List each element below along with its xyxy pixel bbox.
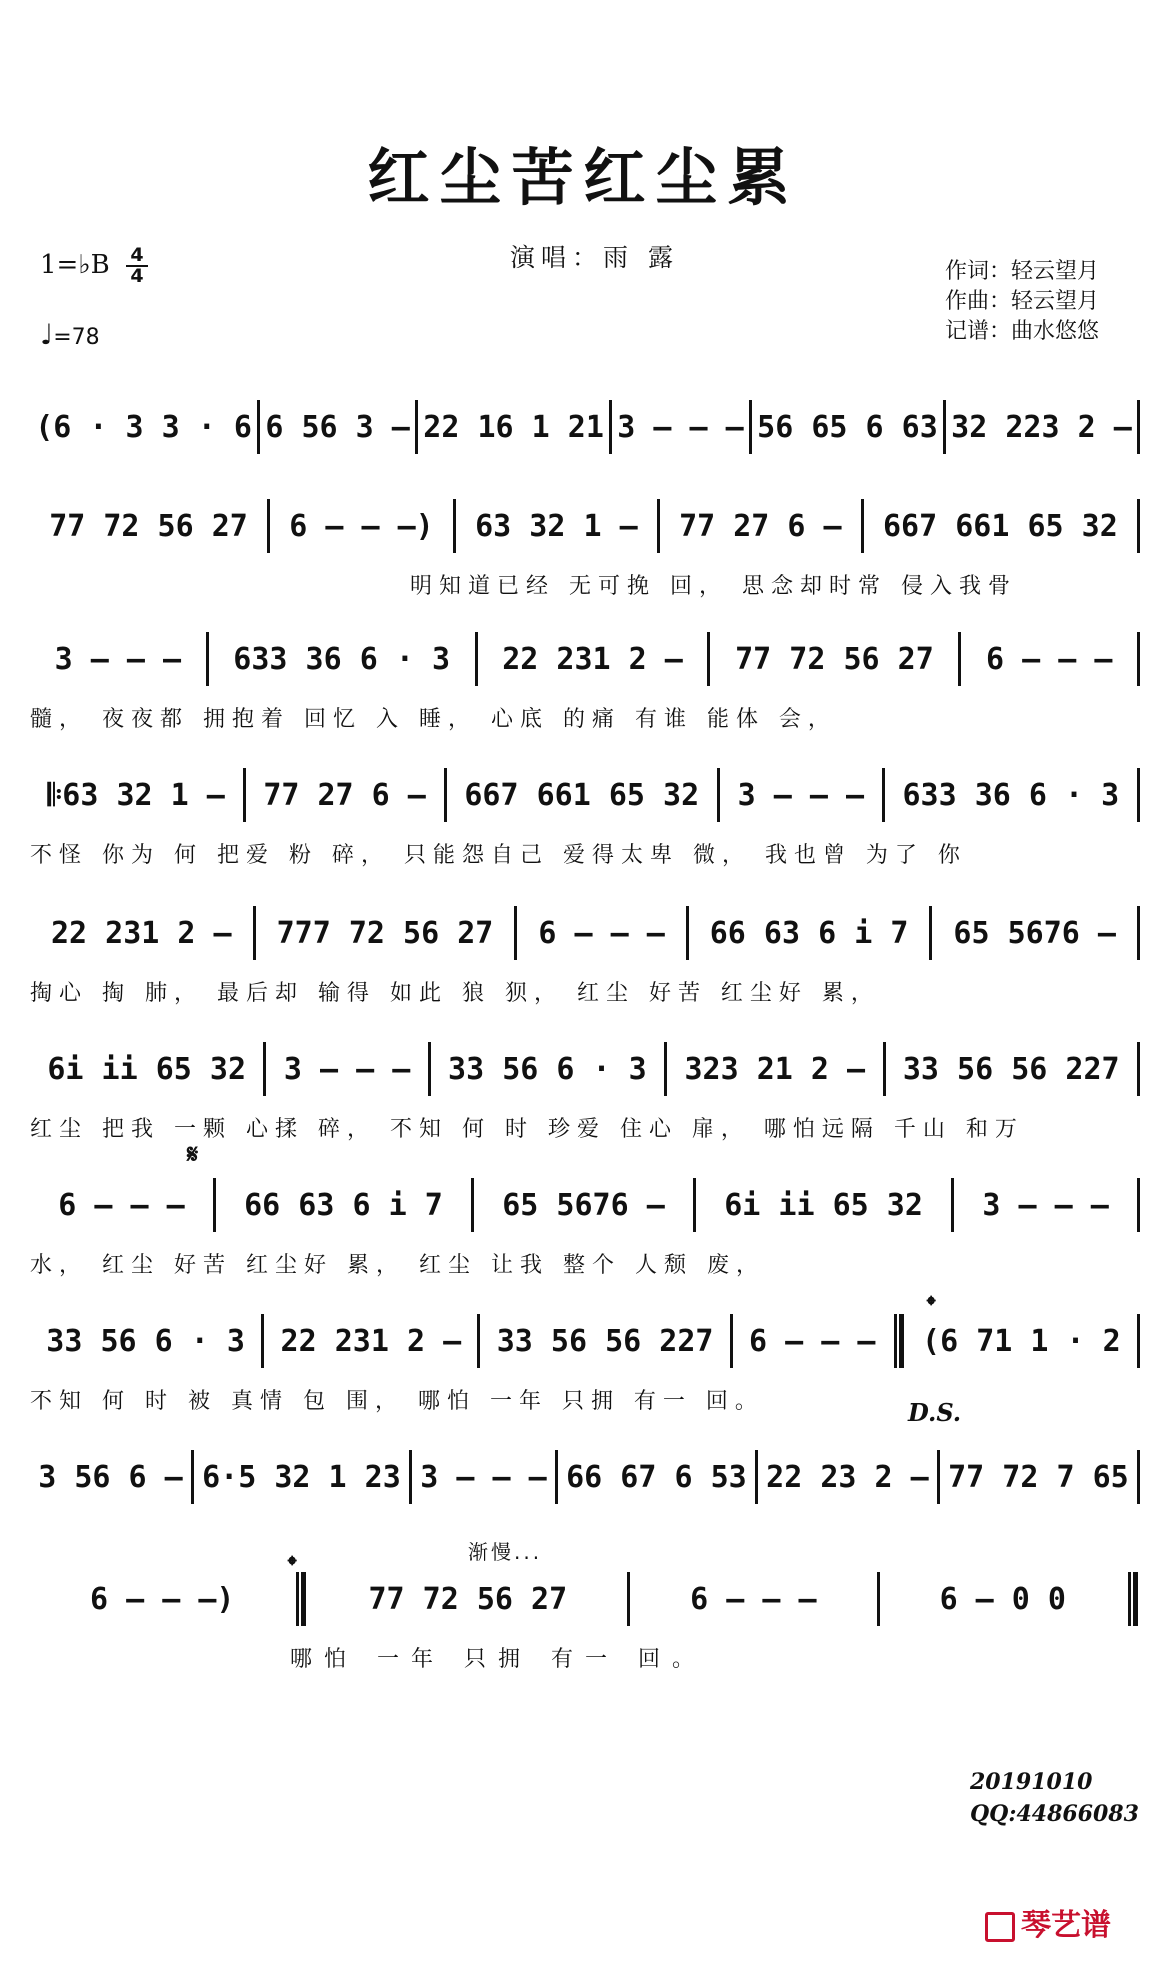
barline <box>1137 1314 1140 1368</box>
measure: 323 21 2 – <box>684 1051 866 1087</box>
score-title: 红尘苦红尘累 <box>367 141 800 214</box>
system-5-music <box>30 910 1140 956</box>
quarter-note-icon: ♩ <box>40 318 54 351</box>
system-10-music <box>30 1576 1140 1622</box>
measure: 633 36 6 · 3 <box>902 777 1120 813</box>
key-signature: 1=♭B <box>40 250 110 280</box>
footer-date: 20191010 <box>970 1769 1093 1795</box>
measure: 6 – – – <box>985 641 1113 677</box>
barline <box>1137 400 1140 454</box>
measure: 3 56 6 – <box>38 1459 183 1495</box>
tempo-marking <box>40 318 100 351</box>
lyric-line: 髓， 夜夜都 拥抱着 回忆 入 睡， 心底 的痛 有谁 能体 会， <box>30 707 837 732</box>
measure: 63 32 1 – <box>475 508 638 544</box>
time-signature <box>126 246 148 286</box>
measure: 3 – – – <box>982 1187 1109 1223</box>
measure: 6i ii 65 32 <box>724 1187 923 1223</box>
system-4 <box>0 772 1167 912</box>
measure: 32 223 2 – <box>951 409 1132 445</box>
lyric-line: 掏心 掏 肺， 最后却 输得 如此 狼 狈， 红尘 好苦 红尘好 累， <box>30 981 880 1006</box>
measure: 3 – – – <box>617 409 744 445</box>
barline <box>1137 906 1140 960</box>
measure: 667 661 65 32 <box>464 777 700 813</box>
measure: 3 – – – <box>420 1459 547 1495</box>
final-barline <box>1128 1572 1138 1626</box>
measure: 77 27 6 – <box>263 777 426 813</box>
system-3 <box>0 636 1167 776</box>
system-6 <box>0 1046 1167 1186</box>
logo-text: 琴艺谱 <box>1021 1908 1111 1943</box>
measure: 77 72 56 27 <box>368 1581 568 1617</box>
measure: 6 – 0 0 <box>939 1581 1066 1617</box>
measure: (6 71 1 · 2 <box>922 1323 1121 1359</box>
barline <box>1137 632 1140 686</box>
barline <box>1137 1450 1140 1504</box>
composer-credit: 作曲：轻云望月 <box>945 289 1100 314</box>
system-9 <box>0 1454 1167 1594</box>
coda-icon: 𝄌 <box>927 1290 936 1319</box>
tempo-value: =78 <box>53 325 100 350</box>
measure: 6i ii 65 32 <box>47 1051 247 1087</box>
measure: 22 231 2 – <box>50 915 232 951</box>
measure: 65 5676 – <box>953 915 1116 951</box>
measure: 3 – – – <box>737 777 865 813</box>
measure: 77 72 7 65 <box>948 1459 1129 1495</box>
measure: 6 – – –) <box>289 508 434 544</box>
measure: 22 16 1 21 <box>423 409 604 445</box>
barline <box>1137 499 1140 553</box>
system-1-music <box>30 404 1140 450</box>
time-signature-top: 4 <box>130 244 144 266</box>
system-3-music <box>30 636 1140 682</box>
lyric-line: 不怪 你为 何 把爱 粉 碎， 只能怨自己 爱得太卑 微， 我也曾 为了 你 <box>30 843 967 868</box>
system-7-music <box>30 1182 1140 1228</box>
double-barline <box>894 1314 904 1368</box>
measure: 777 72 56 27 <box>276 915 494 951</box>
measure: 22 231 2 – <box>280 1323 462 1359</box>
system-4-music <box>30 772 1140 818</box>
time-signature-bottom: 4 <box>130 265 144 287</box>
site-logo <box>985 1900 1111 1944</box>
lyric-line: 水， 红尘 好苦 红尘好 累， 红尘 让我 整个 人颓 废， <box>30 1253 765 1278</box>
measure: 33 56 6 · 3 <box>46 1323 245 1359</box>
transcriber-credit: 记谱：曲水悠悠 <box>945 319 1100 344</box>
segno-icon: 𝄋 <box>187 1140 199 1170</box>
measure: 633 36 6 · 3 <box>233 641 451 677</box>
measure: 77 72 56 27 <box>735 641 934 677</box>
measure: 3 – – – <box>54 641 182 677</box>
ritardando-mark: 渐慢... <box>468 1540 543 1564</box>
measure: 77 72 56 27 <box>49 508 248 544</box>
measure: (6 · 3 3 · 6 <box>35 409 252 445</box>
system-5 <box>0 910 1167 1050</box>
ds-mark: D.S. <box>908 1398 962 1427</box>
measure: 33 56 56 227 <box>902 1051 1120 1087</box>
system-8-music <box>30 1318 1140 1364</box>
footer-qq: QQ:44866083 <box>970 1801 1139 1827</box>
measure: 66 67 6 53 <box>566 1459 747 1495</box>
measure: 6·5 32 1 23 <box>202 1459 401 1495</box>
measure: 6 – – – <box>690 1581 817 1617</box>
measure: 6 – – –) <box>89 1581 235 1617</box>
measure: 3 – – – <box>283 1051 411 1087</box>
barline <box>1137 1042 1140 1096</box>
singer-credit: 演唱：雨 露 <box>510 243 679 272</box>
measure: 65 5676 – <box>502 1187 665 1223</box>
system-8 <box>0 1318 1167 1458</box>
barline <box>1137 1178 1140 1232</box>
measure: 6 56 3 – <box>265 409 410 445</box>
measure: 66 63 6 i 7 <box>709 915 909 951</box>
measure: 𝄆63 32 1 – <box>47 777 225 813</box>
credits <box>945 257 1099 347</box>
system-7 <box>0 1182 1167 1322</box>
lyricist-credit: 作词：轻云望月 <box>945 259 1100 284</box>
measure: 66 63 6 i 7 <box>244 1187 443 1223</box>
measure: 33 56 6 · 3 <box>448 1051 647 1087</box>
system-2 <box>0 503 1167 643</box>
measure: 22 23 2 – <box>766 1459 929 1495</box>
system-10 <box>0 1576 1167 1716</box>
lyric-line: 不知 何 时 被 真情 包 围， 哪怕 一年 只拥 有一 回。 <box>30 1389 764 1414</box>
measure: 33 56 56 227 <box>496 1323 714 1359</box>
system-6-music <box>30 1046 1140 1092</box>
barline <box>1137 768 1140 822</box>
logo-icon <box>985 1912 1015 1942</box>
lyric-line: 红尘 把我 一颗 心揉 碎， 不知 何 时 珍爱 住心 扉， 哪怕远隔 千山 和万 <box>30 1117 1024 1142</box>
coda-icon: 𝄌 <box>288 1550 297 1579</box>
measure: 22 231 2 – <box>502 641 683 677</box>
footer-info <box>970 1766 1139 1830</box>
measure: 56 65 6 63 <box>757 409 938 445</box>
system-9-music <box>30 1454 1140 1500</box>
system-2-music <box>30 503 1140 549</box>
lyric-line: 哪怕 一年 只拥 有一 回。 <box>290 1647 706 1672</box>
measure: 667 661 65 32 <box>883 508 1118 544</box>
measure: 6 – – – <box>749 1323 876 1359</box>
lyric-line: 明知道已经 无可挽 回， 思念却时常 侵入我骨 <box>410 574 1017 599</box>
measure: 77 27 6 – <box>679 508 842 544</box>
measure: 6 – – – <box>58 1187 185 1223</box>
repeat-end-barline <box>296 1572 306 1626</box>
measure: 6 – – – <box>538 915 665 951</box>
